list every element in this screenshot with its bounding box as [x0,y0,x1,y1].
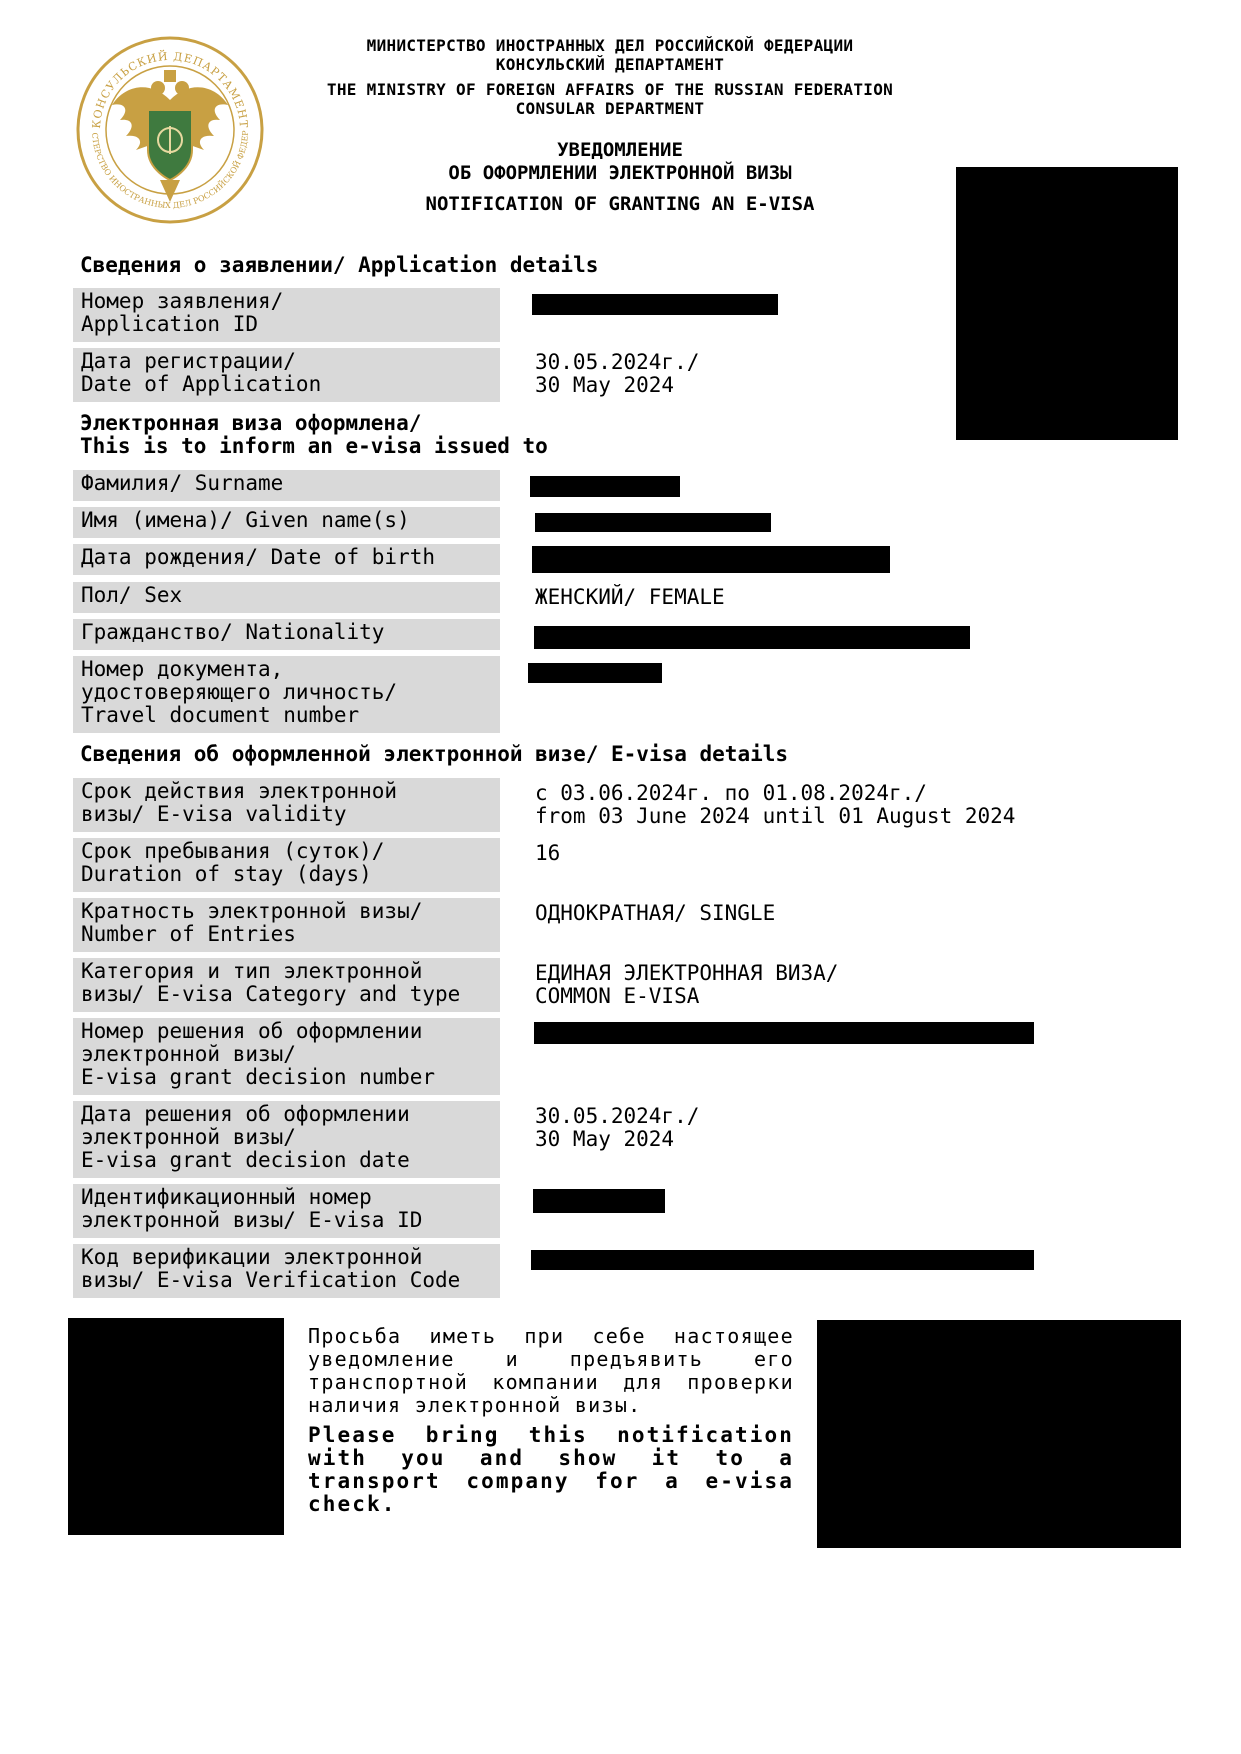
consular-department-seal [70,30,270,230]
redacted-given-names [535,513,771,532]
decision-number-label: Номер решения об оформлении электронной визы/ E-visa grant decision number [73,1018,500,1095]
footer-note-ru: Просьба иметь при себе настоящее уведомление и предъявить его транспортной компании для проверки наличия электронной визы. [308,1324,794,1417]
ministry-name-ru: МИНИСТЕРСТВО ИНОСТРАННЫХ ДЕЛ РОССИЙСКОЙ ФЕДЕРАЦИИ [366,36,854,55]
application-id-label: Номер заявления/ Application ID [73,288,500,342]
footer-note-en: Please bring this notification with you and show it to a transport company for a e-visa check. [308,1423,794,1516]
redacted-verification-code [531,1250,1034,1270]
redacted-application-id [532,294,778,315]
notification-title-ru-1: УВЕДОМЛЕНИЕ [557,139,683,161]
ministry-name-en: THE MINISTRY OF FOREIGN AFFAIRS OF THE RUSSIAN FEDERATION [326,80,894,99]
redacted-stamp [817,1320,1181,1548]
number-of-entries-label: Кратность электронной визы/ Number of Entries [73,898,500,952]
department-name-ru: КОНСУЛЬСКИЙ ДЕПАРТАМЕНТ [495,55,725,74]
section-evisa-details: Сведения об оформленной электронной визе/ E-visa details [80,742,789,766]
application-date-value: 30.05.2024г./ 30 May 2024 [535,350,700,397]
seal-text-bottom: СТЕРСТВО ИНОСТРАННЫХ ДЕЛ РОССИЙСКОЙ ФЕДЕР [89,130,251,211]
evisa-category-label: Категория и тип электронной визы/ E-visa Category and type [73,958,500,1012]
redacted-surname [530,476,680,497]
redacted-photo [956,167,1178,440]
redacted-decision-number [534,1022,1034,1044]
consular-department-seal-icon [70,30,270,230]
nationality-label: Гражданство/ Nationality [73,619,500,650]
section-application-details: Сведения о заявлении/ Application details [80,253,599,277]
seal-text-top: КОНСУЛЬСКИЙ ДЕПАРТАМЕНТ [89,49,251,130]
surname-label: Фамилия/ Surname [73,470,500,501]
travel-document-label: Номер документа, удостоверяющего личность/ Travel document number [73,656,500,733]
redacted-qr-code [68,1318,284,1535]
department-name-en: CONSULAR DEPARTMENT [515,99,705,118]
section-issued-to: Электронная виза оформлена/ This is to inform an e-visa issued to [80,411,548,458]
duration-of-stay-value: 16 [535,841,561,865]
notification-title-ru-2: ОБ ОФОРМЛЕНИИ ЭЛЕКТРОННОЙ ВИЗЫ [448,162,792,184]
notification-title-en: NOTIFICATION OF GRANTING AN E-VISA [425,193,815,215]
evisa-validity-value: с 03.06.2024г. по 01.08.2024г./ from 03 June 2024 until 01 August 2024 [535,781,1016,828]
sex-value: ЖЕНСКИЙ/ FEMALE [535,585,725,609]
redacted-evisa-id [533,1189,665,1213]
decision-date-value: 30.05.2024г./ 30 May 2024 [535,1104,700,1151]
duration-of-stay-label: Срок пребывания (суток)/ Duration of stay (days) [73,838,500,892]
redacted-nationality [534,626,970,649]
redacted-date-of-birth [532,546,890,573]
verification-code-label: Код верификации электронной визы/ E-visa Verification Code [73,1244,500,1298]
redacted-travel-document [528,663,662,683]
given-names-label: Имя (имена)/ Given name(s) [73,507,500,538]
number-of-entries-value: ОДНОКРАТНАЯ/ SINGLE [535,901,776,925]
date-of-birth-label: Дата рождения/ Date of birth [73,544,500,575]
sex-label: Пол/ Sex [73,582,500,613]
evisa-validity-label: Срок действия электронной визы/ E-visa validity [73,778,500,832]
evisa-id-label: Идентификационный номер электронной визы/ E-visa ID [73,1184,500,1238]
application-date-label: Дата регистрации/ Date of Application [73,348,500,402]
evisa-category-value: ЕДИНАЯ ЭЛЕКТРОННАЯ ВИЗА/ COMMON E-VISA [535,961,839,1008]
decision-date-label: Дата решения об оформлении электронной визы/ E-visa grant decision date [73,1101,500,1178]
